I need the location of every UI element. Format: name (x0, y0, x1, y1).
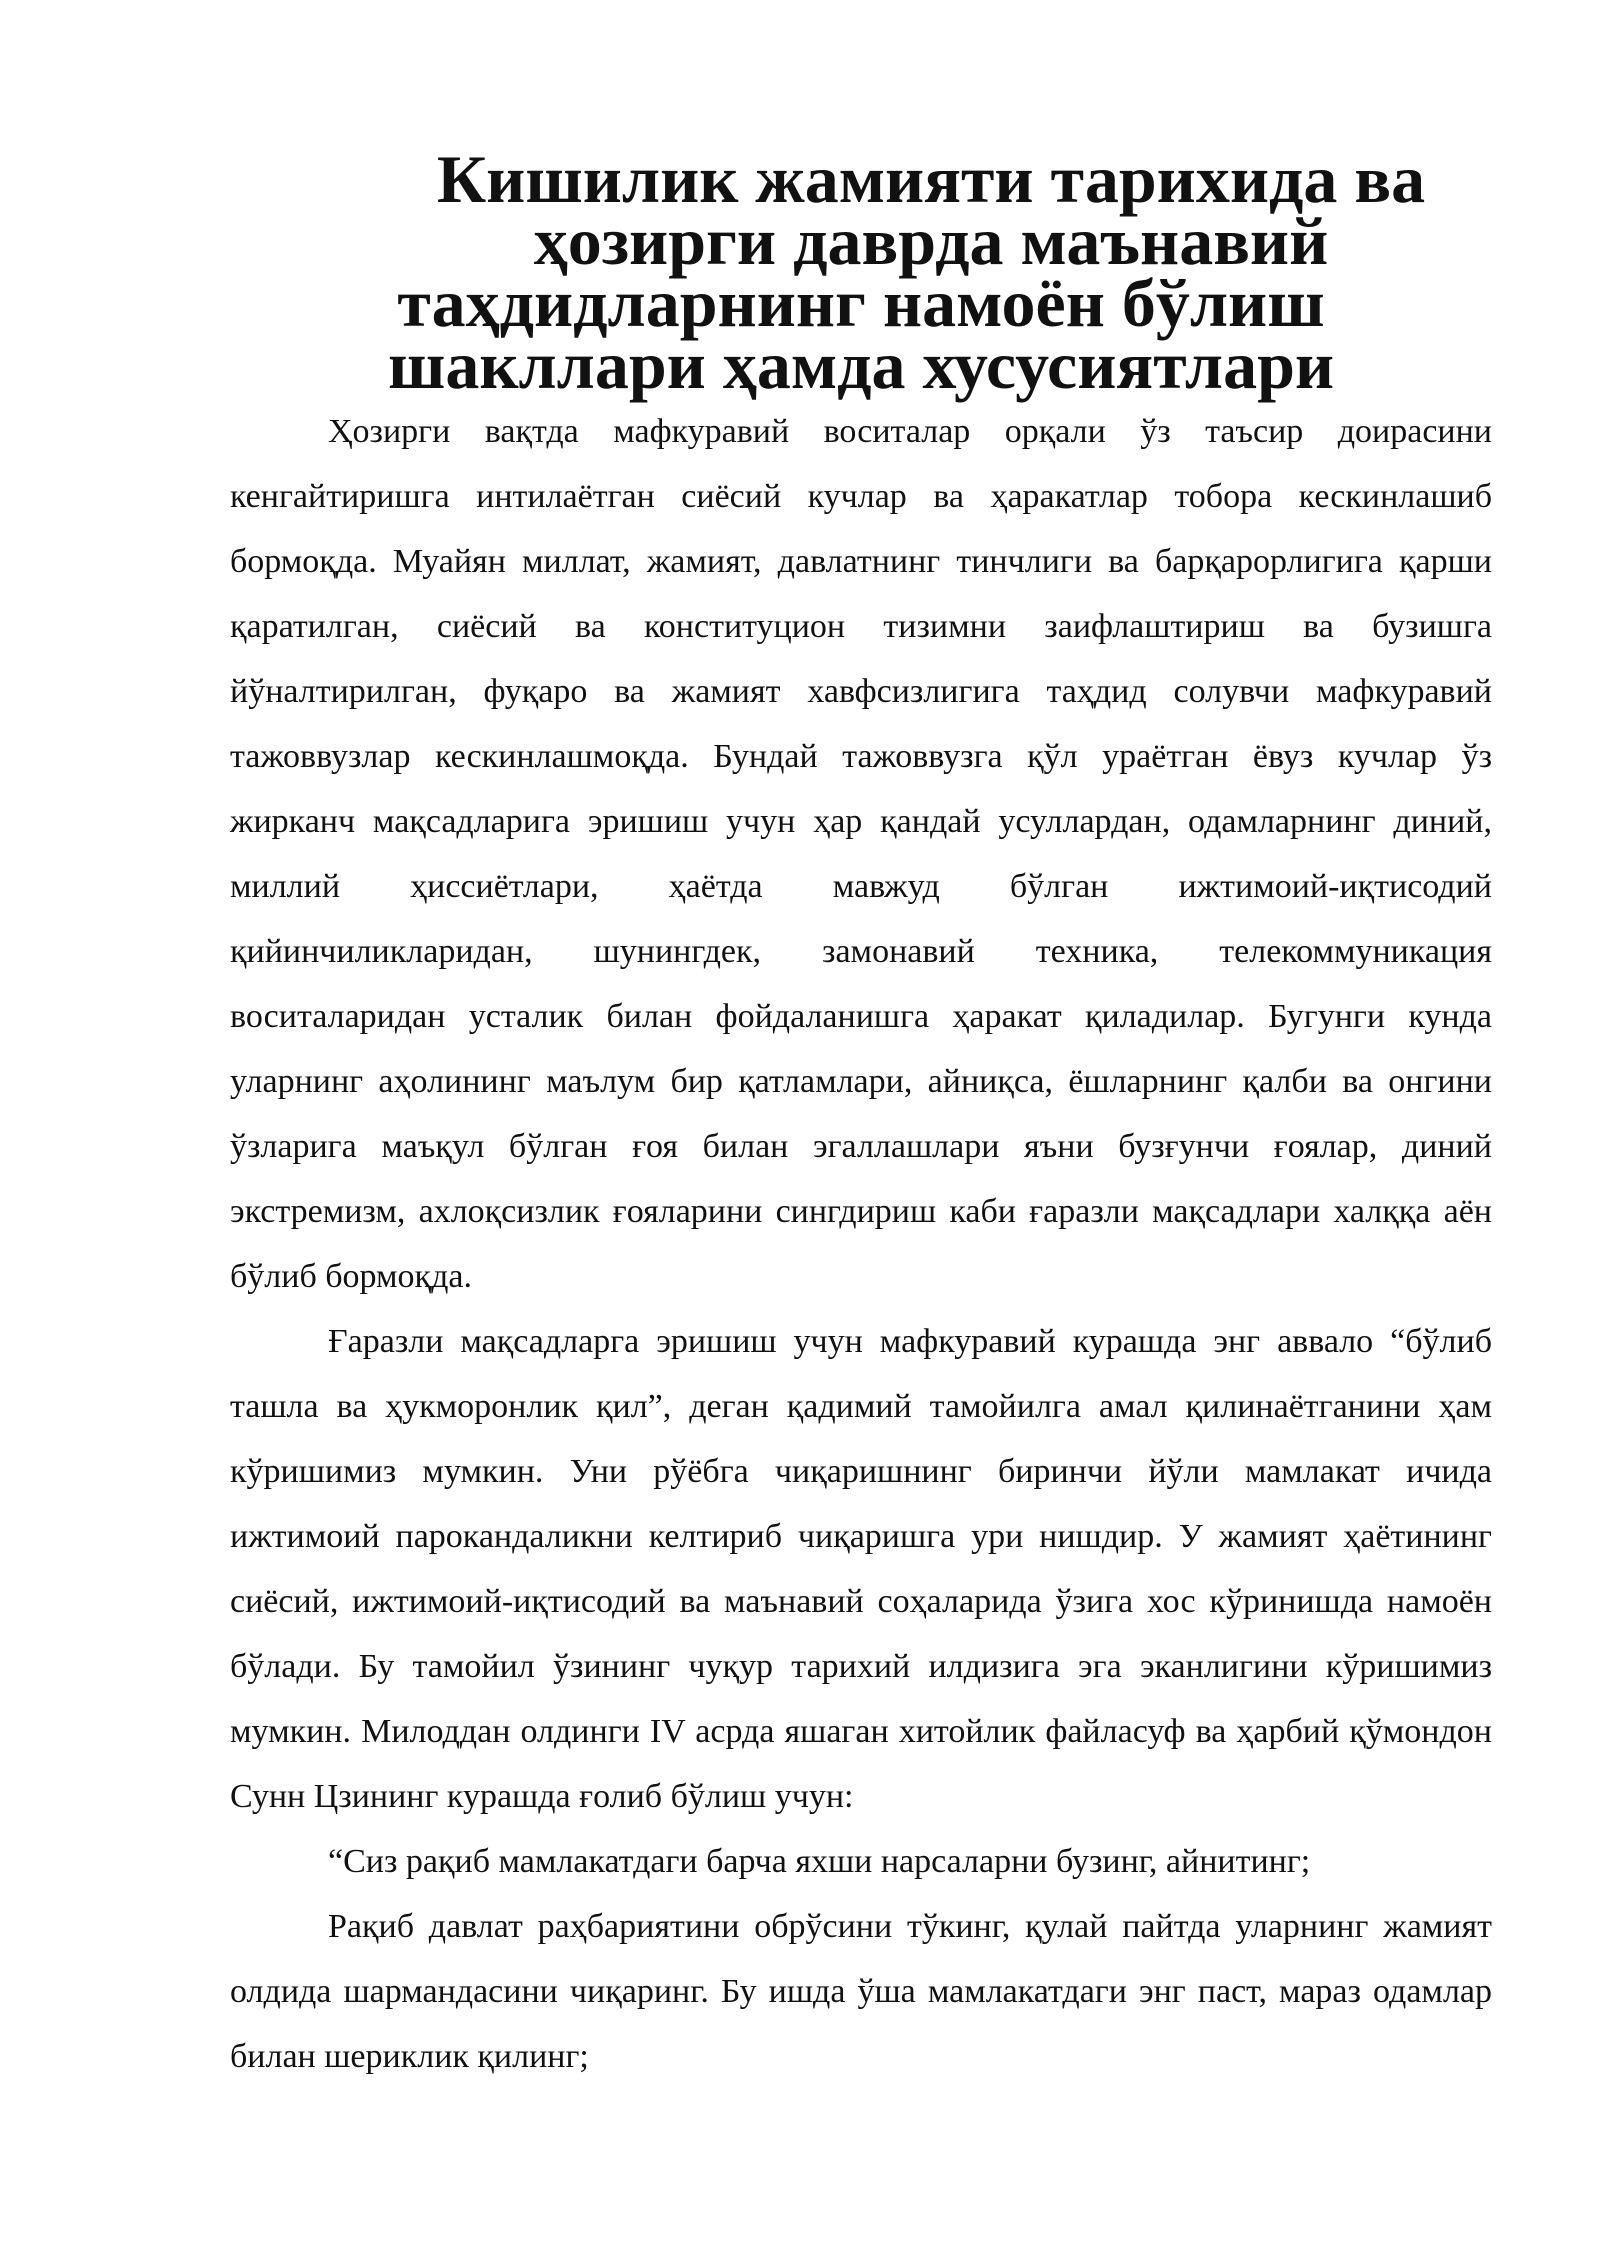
quote-paragraph-1: “Сиз рақиб мамлакатдаги барча яхши нарсаларни бузинг, айнитинг; (328, 1843, 1311, 1880)
body-paragraph-1: Ҳозирги вақтда мафкуравий воситалар орқали ўз таъсир доирасини кенгайтиришга интилаётган сиёсий кучлар ва ҳаракатлар тобора кескинлашиб бормоқда. Муайян миллат, жамият, давлатнинг тинчлиги ва барқарорлигига қарши қаратилган, сиёсий ва конституцион тизимни заифлаштириш ва бузишга йўналтирилган, фуқаро ва жамият хавфсизлигига таҳдид солувчи мафкуравий тажоввузлар кескинлашмоқда. Бундай тажоввузга қўл ураётган ёвуз кучлар ўз жирканч мақсадларига эришиш учун ҳар қандай усуллардан, одамларнинг диний, миллий ҳиссиётлари, ҳаётда мавжуд бўлган ижтимоий-иқтисодий қийинчиликларидан, шунингдек, замонавий техника, телекоммуникация воситаларидан усталик билан фойдаланишга ҳаракат қиладилар. Бугунги кунда уларнинг аҳолининг маълум бир қатламлари, айниқса, ёшларнинг қалби ва онгини ўзларига маъқул бўлган ғоя билан эгаллашлари яъни бузғунчи ғоялар, диний экстремизм, ахлоқсизлик ғояларини сингдириш каби ғаразли мақсадлари халққа аён бўлиб бормоқда. (230, 413, 1492, 1295)
quote-paragraph-2: Рақиб давлат раҳбариятини обрўсини тўкинг, қулай пайтда уларнинг жамият олдида шармандасини чиқаринг. Бу ишда ўша мамлакатдаги энг паст, мараз одамлар билан шериклик қилинг; (230, 1908, 1492, 2075)
document-title (230, 141, 1492, 403)
body-paragraph-2: Ғаразли мақсадларга эришиш учун мафкуравий курашда энг аввало “бўлиб ташла ва ҳукморонлик қил”, деган қадимий тамойилга амал қилинаётганини ҳам кўришимиз мумкин. Уни рўёбга чиқаришнинг биринчи йўли мамлакат ичида ижтимоий парокандаликни келтириб чиқаришга ури нишдир. У жамият ҳаётининг сиёсий, ижтимоий-иқтисодий ва маънавий соҳаларида ўзига хос кўринишда намоён бўлади. Бу тамойил ўзининг чуқур тарихий илдизига эга эканлигини кўришимиз мумкин. Милоддан олдинги IV асрда яшаган хитойлик файласуф ва ҳарбий қўмондон Сунн Цзининг курашда ғолиб бўлиш учун: (230, 1323, 1492, 1815)
document-page (230, 141, 1492, 2089)
title-line-1: Кишилик жамияти тарихида ва ҳозирги даврда маънавий (436, 141, 1426, 279)
title-line-2: таҳдидларнинг намоён бўлиш шакллари ҳамда хусусиятлари (387, 265, 1335, 403)
